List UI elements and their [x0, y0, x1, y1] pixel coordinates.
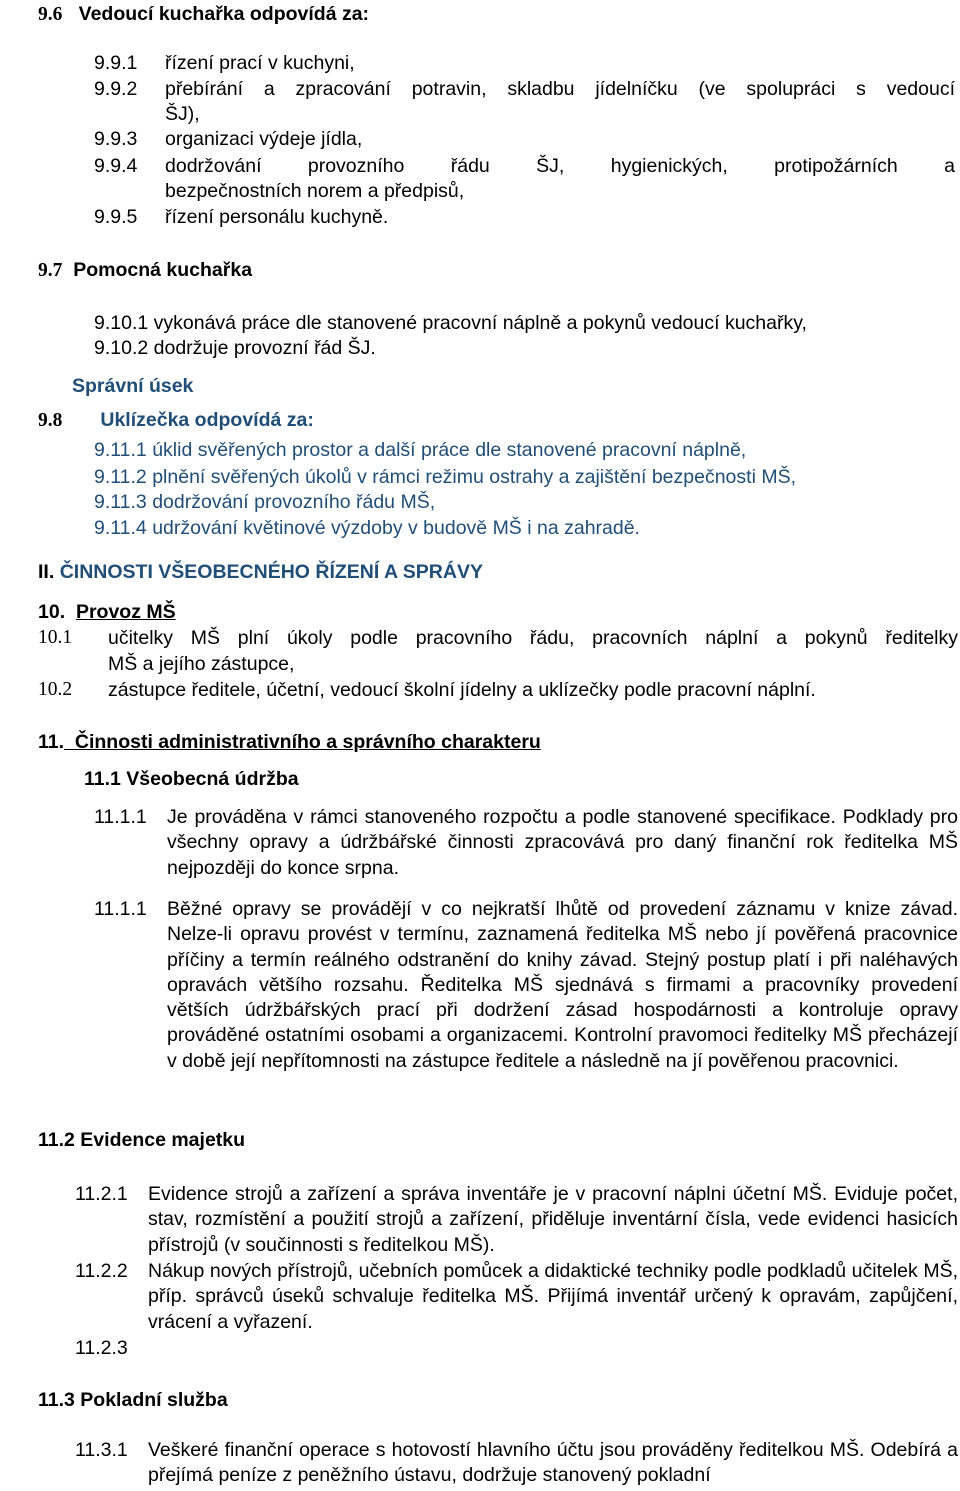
section-9-8-heading: 9.8 Uklízečka odpovídá za: — [38, 409, 314, 431]
list-item: 9.11.4 udržování květinové výzdoby v budově MŠ i na zahradě. — [94, 517, 640, 539]
list-item-text: učitelky MŠ plní úkoly podle pracovního řádu, pracovních náplní a pokynů ředitelky — [108, 627, 958, 649]
list-item: 9.11.1 úklid svěřených prostor a další práce dle stanovené pracovní náplně, — [94, 439, 747, 461]
paragraph: Je prováděna v rámci stanoveného rozpočtu a podle stanovené specifikace. Podklady pro všechny opravy a údržbářské činnosti zpracovává pro daný finanční rok ředitelka MŠ nejpozději do konce srpna. — [167, 806, 958, 879]
list-item-num: 11.2.1 — [75, 1183, 128, 1205]
list-item-text-cont: ŠJ), — [165, 103, 200, 125]
list-item: 9.11.2 plnění svěřených úkolů v rámci režimu ostrahy a zajištění bezpečnosti MŠ, — [94, 466, 796, 488]
list-item-num: 9.9.1 — [94, 52, 138, 74]
list-item-text: přebírání a zpracování potravin, skladbu jídelníčku (ve spolupráci s vedoucí — [165, 78, 955, 100]
paragraph: Nákup nových přístrojů, učebních pomůcek a didaktické techniky podle podkladů učitelek MŠ, příp. správců úseků schvaluje ředitelka MŠ. Přijímá inventář určený k opravám, zapůjčení, vrácení a vyřazení. — [148, 1260, 958, 1333]
subsection-11-1-heading: 11.1 Všeobecná údržba — [84, 768, 299, 790]
list-item-num: 11.2.3 — [75, 1337, 128, 1359]
list-item-text: řízení prací v kuchyni, — [165, 52, 355, 74]
list-item-text: organizaci výdeje jídla, — [165, 128, 363, 150]
list-item-num: 9.9.4 — [94, 155, 138, 177]
list-item-text: dodržování provozního řádu ŠJ, hygienických, protipožárních a — [165, 155, 955, 177]
list-item-num: 11.1.1 — [94, 898, 147, 920]
paragraph: Veškeré finanční operace s hotovostí hlavního účtu jsou prováděny ředitelkou MŠ. Odebírá a přejímá peníze z peněžního ústavu, dodržuje stanovený pokladní — [148, 1439, 958, 1487]
subsection-11-3-heading: 11.3 Pokladní služba — [38, 1389, 228, 1411]
list-item-num: 9.9.3 — [94, 128, 138, 150]
list-item-num: 11.3.1 — [75, 1439, 128, 1461]
list-item-num: 10.1 — [38, 627, 73, 648]
list-item: 9.11.3 dodržování provozního řádu MŠ, — [94, 491, 436, 513]
section-label-spravni-usek: Správní úsek — [72, 375, 194, 397]
section-9-7-heading: 9.7 Pomocná kuchařka — [38, 259, 253, 281]
list-item-num: 10.2 — [38, 679, 73, 700]
list-item-num: 9.9.5 — [94, 206, 138, 228]
list-item-text: řízení personálu kuchyně. — [165, 206, 389, 228]
subsection-11-2-heading: 11.2 Evidence majetku — [38, 1129, 246, 1151]
list-item: 9.10.2 dodržuje provozní řád ŠJ. — [94, 337, 376, 359]
list-item-num: 11.1.1 — [94, 806, 147, 828]
section-9-6-heading: 9.6 Vedoucí kuchařka odpovídá za: — [38, 3, 370, 25]
list-item-num: 9.9.2 — [94, 78, 138, 100]
list-item-num: 11.2.2 — [75, 1260, 128, 1282]
list-item-text-cont: MŠ a jejího zástupce, — [108, 653, 295, 675]
list-item: 9.10.1 vykonává práce dle stanovené pracovní náplně a pokynů vedoucí kuchařky, — [94, 312, 807, 334]
section-10-heading: 10. Provoz MŠ — [38, 601, 176, 623]
list-item-text: zástupce ředitele, účetní, vedoucí školní jídelny a uklízečky podle pracovní náplní. — [108, 679, 816, 701]
paragraph: Evidence strojů a zařízení a správa inventáře je v pracovní náplni účetní MŠ. Eviduje počet, stav, rozmístění a použití strojů a zařízení, přiděluje inventární čísla, vede evidenci hasicích přístrojů (v součinnosti s ředitelkou MŠ). — [148, 1183, 958, 1256]
part-heading: II. ČINNOSTI VŠEOBECNÉHO ŘÍZENÍ A SPRÁVY — [38, 561, 483, 583]
paragraph: Běžné opravy se provádějí v co nejkratší lhůtě od provedení záznamu v knize závad. Nelze-li opravu provést v termínu, zaznamená ředitelka MŠ nebo jí pověřená pracovnice příčiny a termín reálného odstranění do knihy závad. Stejný postup platí i při naléhavých opravách většího rozsahu. Ředitelka MŠ sjednává s firmami a pracovníky provedení větších údržbářských prací při dodržení zásad hospodárnosti a kontroluje opravy prováděné ostatními osobami a organizacemi. Kontrolní pravomoci ředitelky MŠ přecházejí v době její nepřítomnosti na zástupce ředitele a následně na jí pověřenou pracovnici. — [167, 898, 958, 1072]
list-item-text-cont: bezpečnostních norem a předpisů, — [165, 180, 465, 202]
section-11-heading: 11. Činnosti administrativního a správního charakteru — [38, 731, 541, 753]
